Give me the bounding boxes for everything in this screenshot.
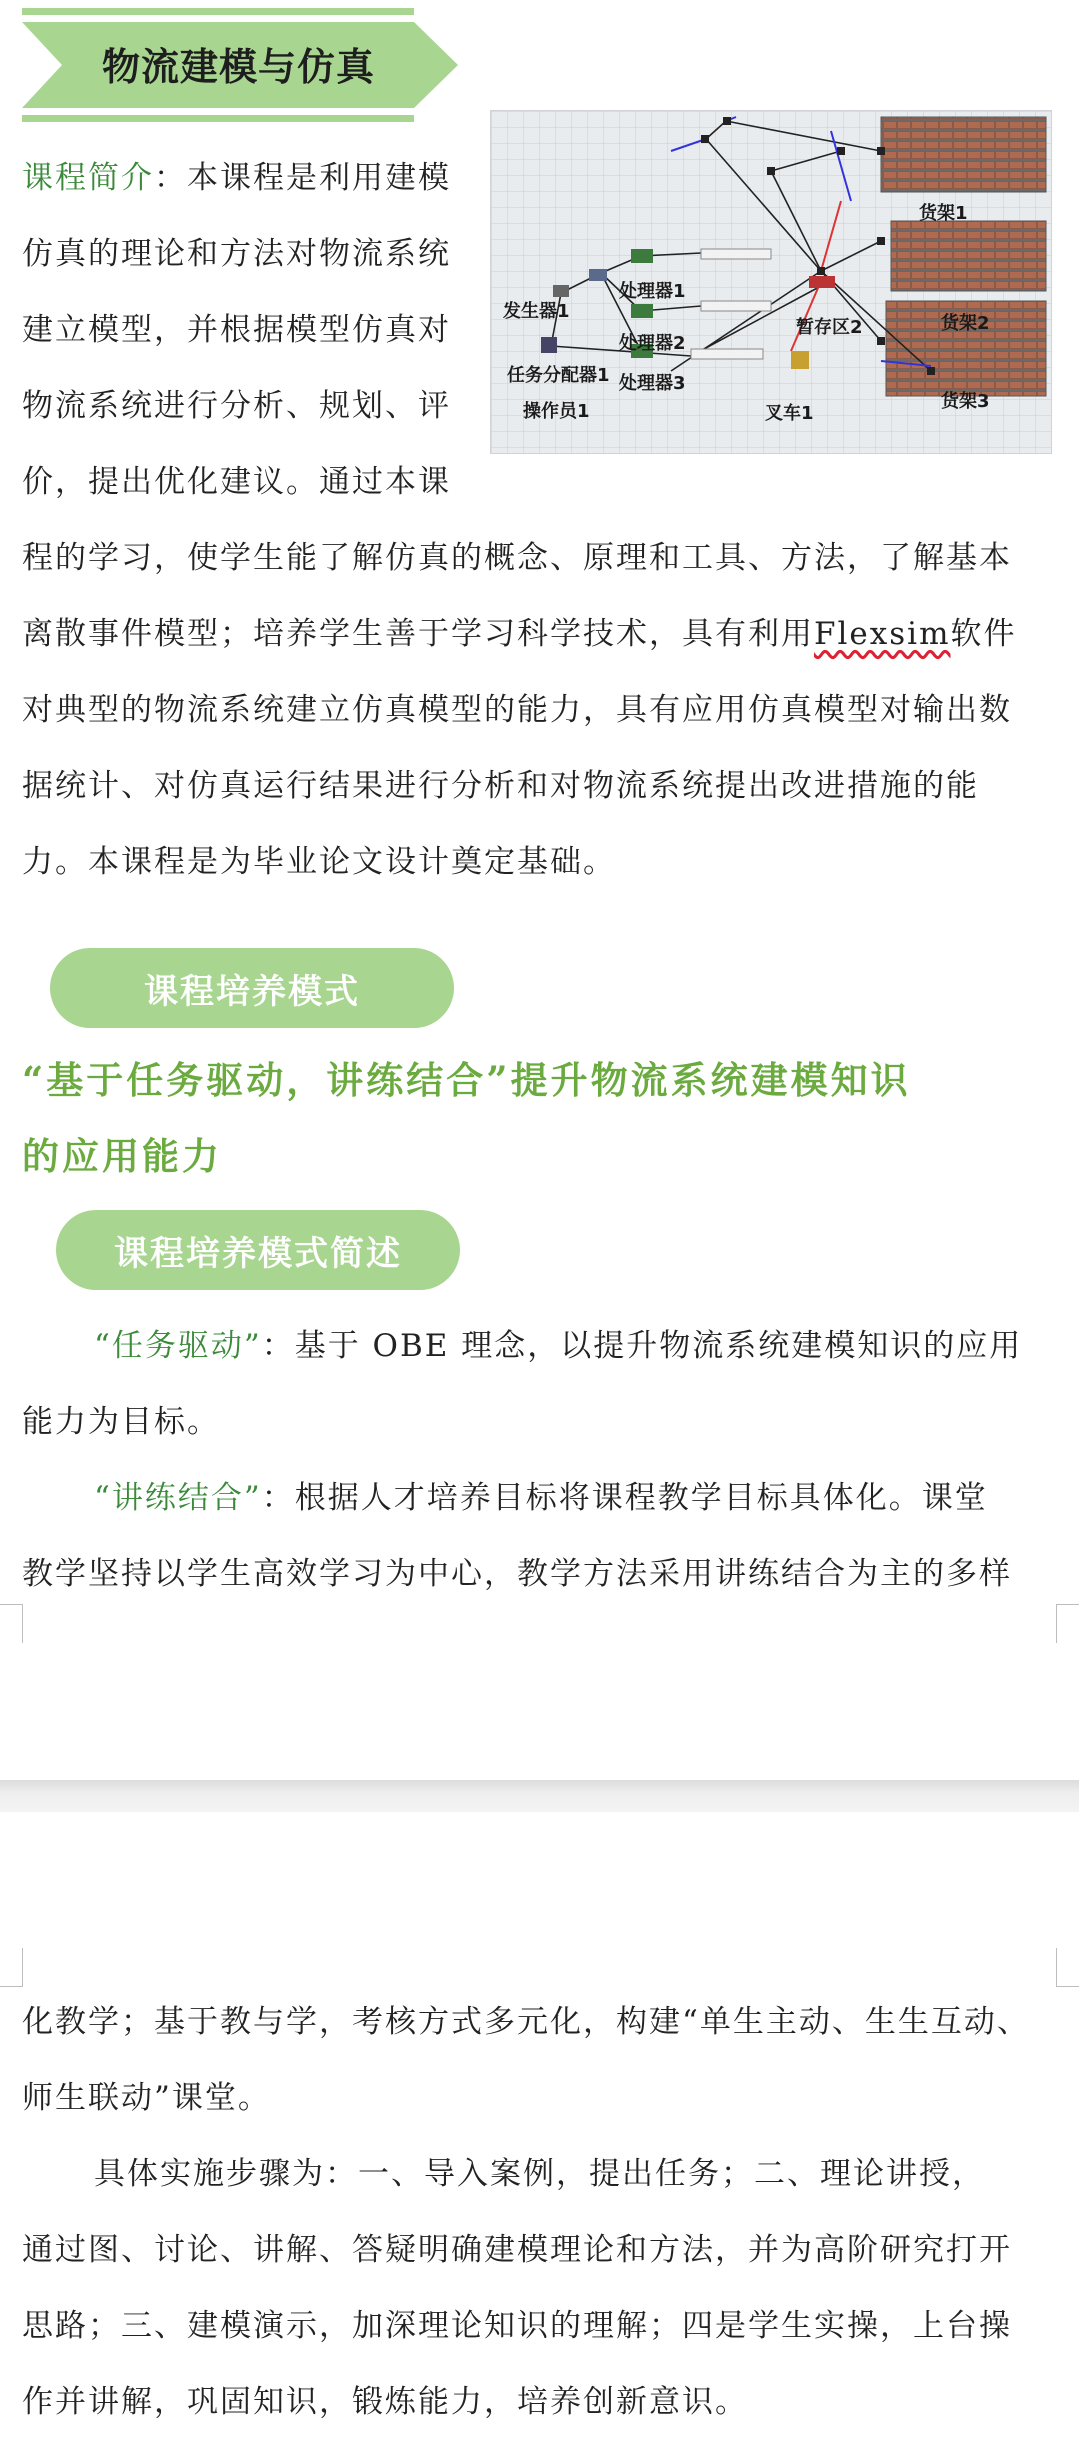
label-processor2: 处理器2: [619, 333, 686, 354]
intro-paragraph-bottom: 程的学习，使学生能了解仿真的概念、原理和工具、方法，了解基本 离散事件模型；培养学生善于学习科学技术，具有利用Flexsim软件 对典型的物流系统建立仿真模型的能力，具有应用仿真模型对输出数 据统计、对仿真运行结果进行分析和对物流系统提出改进措施的能 力。本课程是为毕业论文设计奠定基础。: [22, 540, 1017, 880]
intro-label: 课程简介: [22, 160, 154, 196]
label-queue: 暂存区2: [796, 317, 863, 338]
summary-paragraphs: “任务驱动”：基于 OBE 理念，以提升物流系统建模知识的应用 能力为目标。 “讲练结合”：根据人才培养目标将课程教学目标具体化。课堂 教学坚持以学生高效学习为中心，教学方法采用讲练结合为主的多样: [22, 1328, 1023, 1592]
label-operator: 操作员1: [523, 401, 590, 422]
label-rack2: 货架2: [941, 313, 990, 334]
label-forklift: 叉车1: [765, 403, 814, 424]
page-title: 物流建模与仿真: [102, 45, 376, 89]
simulation-model-image: [490, 110, 1052, 454]
page2-paragraphs: 化教学；基于教与学，考核方式多元化，构建“单生主动、生生互动、 师生联动”课堂。 具体实施步骤为：一、导入案例，提出任务；二、理论讲授， 通过图、讨论、讲解、答疑明确建模理论和方法，并为高阶研究打开 思路；三、建模演示，加深理论知识的理解；四是学生实操，上台操 作并讲解，巩固知识，锻炼能力，培养创新意识。: [22, 2004, 1030, 2420]
task-driven-label: “任务驱动”: [94, 1328, 262, 1364]
intro-paragraph-top: 课程简介：本课程是利用建模 仿真的理论和方法对物流系统 建立模型，并根据模型仿真对 物流系统进行分析、规划、评 价，提出优化建议。通过本课: [22, 160, 451, 500]
label-rack3: 货架3: [941, 391, 990, 412]
label-processor3: 处理器3: [619, 373, 686, 394]
section-pill-training-mode: 课程培养模式: [50, 948, 454, 1028]
label-dispatcher: 任务分配器1: [507, 365, 610, 386]
page-corner-mark: [0, 1604, 23, 1643]
lecture-practice-label: “讲练结合”: [94, 1480, 262, 1516]
section-heading: “基于任务驱动，讲练结合”提升物流系统建模知识 的应用能力: [22, 1058, 911, 1178]
page-gap: [0, 1780, 1079, 1812]
section-pill-training-summary: 课程培养模式简述: [56, 1210, 460, 1290]
page-corner-mark: [1056, 1948, 1079, 1987]
label-source: 发生器1: [503, 301, 570, 322]
title-banner: [22, 8, 462, 122]
label-processor1: 处理器1: [619, 281, 686, 302]
label-rack1: 货架1: [919, 203, 968, 224]
page-corner-mark: [0, 1948, 23, 1987]
software-name: Flexsim: [814, 616, 951, 652]
